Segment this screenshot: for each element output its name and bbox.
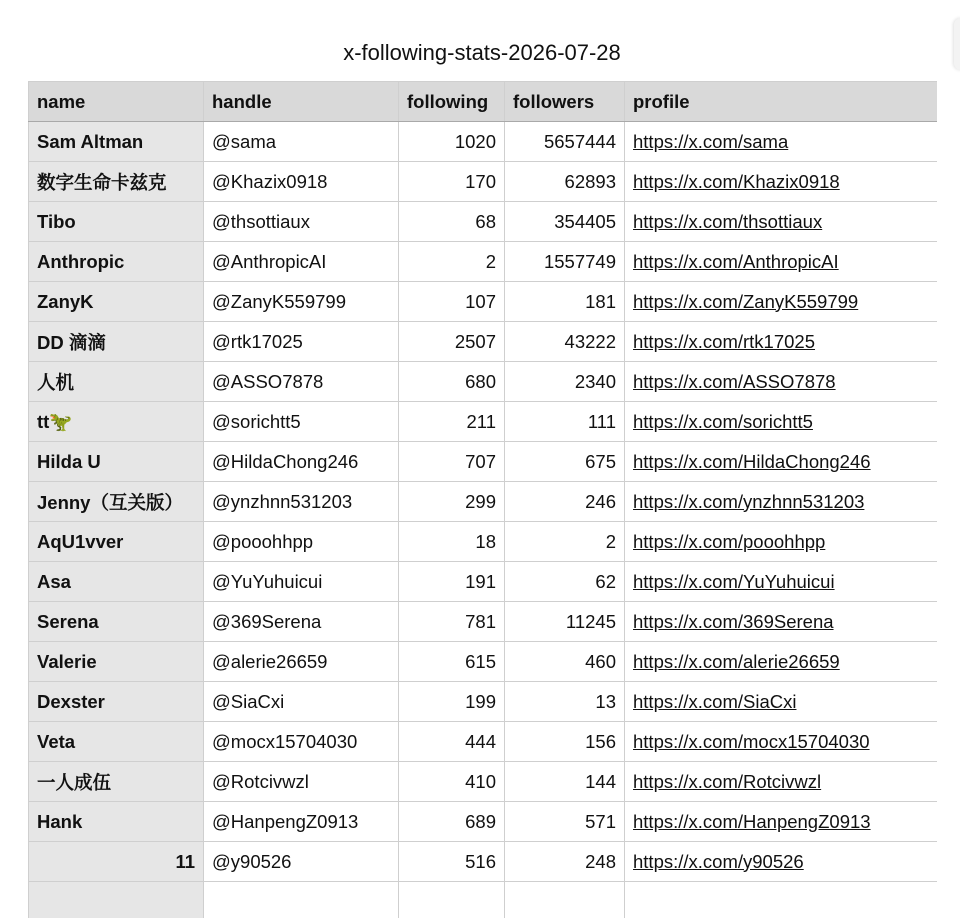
cell-profile[interactable]	[625, 682, 938, 722]
cell-handle[interactable]: @369Serena	[204, 602, 399, 642]
cell-profile[interactable]	[625, 562, 938, 602]
cell-name[interactable]: Dexster	[29, 682, 204, 722]
sidebar-edge	[954, 18, 960, 70]
cell-following[interactable]: 1020	[399, 122, 505, 162]
table-row	[29, 482, 938, 522]
profile-link[interactable]: https://x.com/y90526	[633, 850, 804, 872]
cell-profile[interactable]	[625, 762, 938, 802]
cell-followers[interactable]: 2340	[505, 362, 625, 402]
cell-profile[interactable]	[625, 442, 938, 482]
header-cell-following[interactable]: following	[399, 82, 505, 122]
cell-profile[interactable]	[625, 402, 938, 442]
table-row	[29, 442, 938, 482]
table-row	[29, 162, 938, 202]
cell-handle[interactable]: @AnthropicAI	[204, 242, 399, 282]
cell-handle[interactable]: @thsottiaux	[204, 202, 399, 242]
table-row	[29, 322, 938, 362]
cell-name[interactable]: AqU1vver	[29, 522, 204, 562]
cell-handle[interactable]: @y90526	[204, 842, 399, 882]
cell-followers[interactable]: 1557749	[505, 242, 625, 282]
cell-name[interactable]	[29, 882, 204, 918]
cell-handle[interactable]: @HildaChong246	[204, 442, 399, 482]
cell-profile[interactable]	[625, 482, 938, 522]
table-row	[29, 842, 938, 882]
header-cell-handle[interactable]: handle	[204, 82, 399, 122]
cell-following[interactable]: 516	[399, 842, 505, 882]
table-row	[29, 682, 938, 722]
cell-following[interactable]: 781	[399, 602, 505, 642]
cell-profile[interactable]	[625, 602, 938, 642]
cell-followers[interactable]: 181	[505, 282, 625, 322]
profile-link[interactable]: https://x.com/HanpengZ0913	[633, 810, 871, 832]
cell-handle[interactable]: @Rotcivwzl	[204, 762, 399, 802]
cell-following[interactable]: 107	[399, 282, 505, 322]
cell-following[interactable]: 707	[399, 442, 505, 482]
cell-followers[interactable]: 5657444	[505, 122, 625, 162]
sheet-title: x-following-stats-2026-07-28	[343, 40, 621, 65]
cell-profile[interactable]	[625, 162, 938, 202]
table-row	[29, 122, 938, 162]
table-row	[29, 362, 938, 402]
table-row	[29, 722, 938, 762]
profile-link[interactable]: https://x.com/ZanyK559799	[633, 290, 859, 312]
profile-link[interactable]: https://x.com/thsottiaux	[633, 210, 823, 232]
cell-following[interactable]: 199	[399, 682, 505, 722]
profile-link[interactable]: https://x.com/Rotcivwzl	[633, 770, 822, 792]
profile-link[interactable]: https://x.com/pooohhpp	[633, 530, 826, 552]
cell-name[interactable]: tt🦖	[29, 402, 204, 442]
cell-name[interactable]: Veta	[29, 722, 204, 762]
table-row	[29, 882, 938, 918]
cell-profile[interactable]	[625, 882, 938, 918]
profile-link[interactable]: https://x.com/rtk17025	[633, 330, 816, 352]
cell-followers[interactable]: 248	[505, 842, 625, 882]
cell-handle[interactable]: @alerie26659	[204, 642, 399, 682]
cell-profile[interactable]	[625, 722, 938, 762]
table-container	[28, 81, 937, 918]
table-row	[29, 402, 938, 442]
profile-link[interactable]: https://x.com/YuYuhuicui	[633, 570, 835, 592]
cell-following[interactable]	[399, 882, 505, 918]
cell-name[interactable]: 11	[29, 842, 204, 882]
cell-followers[interactable]: 62893	[505, 162, 625, 202]
cell-followers[interactable]	[505, 882, 625, 918]
cell-handle[interactable]: @sama	[204, 122, 399, 162]
cell-following[interactable]: 444	[399, 722, 505, 762]
cell-name[interactable]: DD 滴滴	[29, 322, 204, 362]
cell-followers[interactable]: 675	[505, 442, 625, 482]
cell-followers[interactable]: 62	[505, 562, 625, 602]
cell-name[interactable]: Jenny（互关版）	[29, 482, 204, 522]
cell-name[interactable]: 数字生命卡兹克	[29, 162, 204, 202]
cell-handle[interactable]: @ynzhnn531203	[204, 482, 399, 522]
cell-following[interactable]: 2507	[399, 322, 505, 362]
cell-name[interactable]: Tibo	[29, 202, 204, 242]
cell-followers[interactable]: 354405	[505, 202, 625, 242]
cell-name[interactable]: Serena	[29, 602, 204, 642]
cell-following[interactable]: 211	[399, 402, 505, 442]
table-row	[29, 282, 938, 322]
cell-following[interactable]: 680	[399, 362, 505, 402]
cell-following[interactable]: 299	[399, 482, 505, 522]
cell-name[interactable]: 一人成伍	[29, 762, 204, 802]
profile-link[interactable]: https://x.com/SiaCxi	[633, 690, 797, 712]
cell-following[interactable]: 615	[399, 642, 505, 682]
profile-link[interactable]: https://x.com/Khazix0918	[633, 170, 840, 192]
cell-followers[interactable]: 246	[505, 482, 625, 522]
table-row	[29, 522, 938, 562]
cell-handle[interactable]: @rtk17025	[204, 322, 399, 362]
cell-following[interactable]: 689	[399, 802, 505, 842]
cell-handle[interactable]: @ASSO7878	[204, 362, 399, 402]
cell-profile[interactable]	[625, 522, 938, 562]
cell-handle[interactable]: @sorichtt5	[204, 402, 399, 442]
cell-following[interactable]: 170	[399, 162, 505, 202]
profile-link[interactable]: https://x.com/ynzhnn531203	[633, 490, 865, 512]
cell-profile[interactable]	[625, 842, 938, 882]
cell-following[interactable]: 2	[399, 242, 505, 282]
table-row	[29, 802, 938, 842]
cell-followers[interactable]: 111	[505, 402, 625, 442]
header-cell-name[interactable]: name	[29, 82, 204, 122]
table-row	[29, 602, 938, 642]
cell-following[interactable]: 191	[399, 562, 505, 602]
profile-link[interactable]: https://x.com/HildaChong246	[633, 450, 871, 472]
cell-followers[interactable]: 571	[505, 802, 625, 842]
table-row	[29, 642, 938, 682]
cell-handle[interactable]: @mocx15704030	[204, 722, 399, 762]
table-row	[29, 202, 938, 242]
cell-following[interactable]: 410	[399, 762, 505, 802]
profile-link[interactable]: https://x.com/alerie26659	[633, 650, 840, 672]
cell-profile[interactable]	[625, 642, 938, 682]
cell-profile[interactable]	[625, 322, 938, 362]
cell-followers[interactable]: 2	[505, 522, 625, 562]
cell-name[interactable]: Sam Altman	[29, 122, 204, 162]
profile-link[interactable]: https://x.com/369Serena	[633, 610, 834, 632]
cell-following[interactable]: 68	[399, 202, 505, 242]
profile-link[interactable]: https://x.com/sama	[633, 130, 789, 152]
cell-followers[interactable]: 43222	[505, 322, 625, 362]
cell-followers[interactable]: 11245	[505, 602, 625, 642]
cell-name[interactable]: Asa	[29, 562, 204, 602]
cell-profile[interactable]	[625, 362, 938, 402]
profile-link[interactable]: https://x.com/AnthropicAI	[633, 250, 839, 272]
cell-handle[interactable]: @HanpengZ0913	[204, 802, 399, 842]
cell-name[interactable]: Valerie	[29, 642, 204, 682]
cell-handle[interactable]: @SiaCxi	[204, 682, 399, 722]
table-row	[29, 242, 938, 282]
cell-followers[interactable]: 156	[505, 722, 625, 762]
table-row	[29, 562, 938, 602]
cell-name[interactable]: ZanyK	[29, 282, 204, 322]
cell-profile[interactable]	[625, 282, 938, 322]
cell-handle[interactable]	[204, 882, 399, 918]
header-row	[29, 82, 938, 122]
stats-table	[28, 81, 937, 918]
cell-followers[interactable]: 13	[505, 682, 625, 722]
cell-name[interactable]: Anthropic	[29, 242, 204, 282]
cell-profile[interactable]	[625, 802, 938, 842]
header-cell-profile[interactable]: profile	[625, 82, 938, 122]
cell-handle[interactable]: @ZanyK559799	[204, 282, 399, 322]
cell-name[interactable]: Hank	[29, 802, 204, 842]
cell-followers[interactable]: 144	[505, 762, 625, 802]
cell-following[interactable]: 18	[399, 522, 505, 562]
cell-handle[interactable]: @Khazix0918	[204, 162, 399, 202]
header-cell-followers[interactable]: followers	[505, 82, 625, 122]
cell-name[interactable]: Hilda U	[29, 442, 204, 482]
cell-profile[interactable]	[625, 122, 938, 162]
cell-name[interactable]: 人机	[29, 362, 204, 402]
cell-profile[interactable]	[625, 242, 938, 282]
profile-link[interactable]: https://x.com/sorichtt5	[633, 410, 813, 432]
cell-handle[interactable]: @YuYuhuicui	[204, 562, 399, 602]
table-row	[29, 762, 938, 802]
cell-profile[interactable]	[625, 202, 938, 242]
profile-link[interactable]: https://x.com/mocx15704030	[633, 730, 870, 752]
table-body	[29, 122, 938, 918]
cell-followers[interactable]: 460	[505, 642, 625, 682]
profile-link[interactable]: https://x.com/ASSO7878	[633, 370, 836, 392]
cell-handle[interactable]: @pooohhpp	[204, 522, 399, 562]
